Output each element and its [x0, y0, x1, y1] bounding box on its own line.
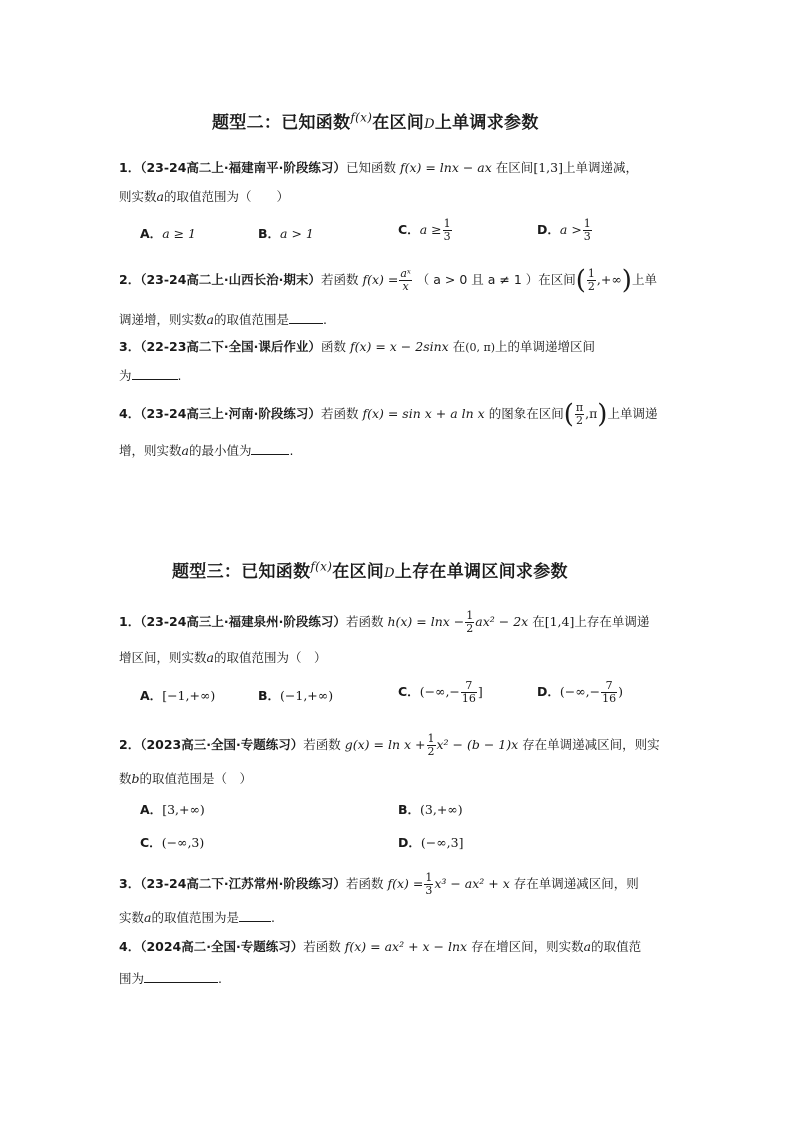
denominator: 2: [427, 745, 435, 758]
option-value: (3,+∞): [420, 802, 463, 817]
question-number: 4．: [119, 939, 141, 954]
s3-q3-line1: [119, 872, 639, 897]
s3-q1-line1: [119, 610, 649, 635]
denominator: 3: [443, 230, 451, 243]
variable: a: [583, 939, 592, 954]
option-label: A．: [140, 802, 163, 817]
option-label: D．: [398, 835, 421, 850]
answer-blank[interactable]: [251, 454, 289, 455]
question-text: 若函数: [345, 876, 384, 891]
option-label: B．: [258, 226, 281, 241]
denominator: 3: [425, 884, 433, 897]
s3-q2-option-b[interactable]: [398, 800, 463, 818]
option-value: ]: [477, 684, 483, 699]
bracket-left: (: [563, 399, 574, 430]
question-text: 若函数: [303, 939, 341, 954]
denominator: 2: [466, 622, 474, 635]
denominator: x: [402, 280, 409, 293]
question-number: 1．: [119, 614, 141, 629]
s2-q1-line2: [119, 187, 289, 207]
question-text: 的取值范围是: [213, 312, 289, 327]
numerator: 1: [425, 871, 433, 884]
s2-q1-option-b[interactable]: [258, 224, 314, 242]
question-text: 增区间，则实数: [119, 650, 207, 665]
option-label: D．: [537, 222, 560, 237]
option-value: (−∞,−: [419, 684, 460, 699]
interval-rest: ,+∞: [596, 272, 622, 287]
question-text: 为: [119, 368, 132, 383]
question-text: 实数: [119, 910, 145, 925]
title-prefix: 题型二：已知函数: [212, 113, 351, 133]
s3-q4-line1: [119, 937, 641, 957]
denominator: 2: [587, 280, 595, 293]
option-value: a ≥ 1: [162, 226, 197, 241]
s2-q1-option-c[interactable]: [398, 218, 453, 243]
fraction: [601, 680, 617, 705]
function-expression: f(x) = x − 2sinx: [349, 339, 449, 354]
variable: a: [206, 650, 214, 665]
denominator: 16: [602, 692, 617, 705]
s2-q3-line1: [119, 337, 595, 358]
s2-q1-option-a[interactable]: [140, 224, 196, 242]
option-label: A．: [140, 688, 163, 703]
s2-q1-line1: [119, 158, 638, 178]
option-label: B．: [398, 802, 421, 817]
question-text: 存在增区间，则实数: [471, 939, 584, 954]
title-middle: 在区间: [372, 113, 425, 133]
s3-q2-line1: [119, 733, 660, 758]
numerator: 1: [427, 732, 435, 745]
numerator: π: [575, 401, 584, 414]
question-text: 在: [532, 614, 545, 629]
s3-q2-option-a[interactable]: [140, 800, 205, 818]
question-source: （23-24高二上·福建南平·阶段练习）: [140, 160, 346, 175]
fraction: [583, 218, 592, 243]
question-text: 上存在单调递: [574, 614, 650, 629]
question-text: 围为: [119, 971, 145, 986]
fraction: [587, 268, 596, 293]
option-value: (−∞,−: [559, 684, 601, 699]
numerator: 1: [466, 609, 474, 622]
option-label: C．: [140, 835, 162, 850]
question-text: 的取值范: [591, 939, 642, 954]
function-expression: h(x) = lnx −: [387, 614, 465, 629]
s3-q3-line2: 实数a的取值范围为是 .: [119, 910, 275, 925]
denominator: 3: [583, 230, 591, 243]
s2-q2-line1: [119, 265, 657, 296]
question-text: 增，则实数: [119, 443, 182, 458]
function-expression: f(x) = ax² + x − lnx: [344, 939, 468, 954]
title-interval-symbol: D: [384, 566, 395, 581]
option-label: D．: [537, 684, 560, 699]
title-suffix: 上存在单调区间求参数: [394, 562, 568, 582]
condition: （ a > 0 且 a ≠ 1 ）: [416, 272, 539, 287]
question-source: （23-24高二上·山西长治·期末）: [140, 272, 321, 287]
question-text: 的取值范围为（ ）: [163, 189, 289, 204]
function-expression: x³ − ax² + x: [434, 876, 510, 891]
question-text: 在: [452, 339, 466, 354]
option-value: (−∞,3): [161, 835, 205, 850]
question-text: 的图象在区间: [488, 406, 564, 421]
s2-q1-option-d[interactable]: [537, 218, 593, 243]
option-value: [−1,+∞): [162, 688, 216, 703]
section2-title: [212, 108, 539, 133]
variable: a: [156, 189, 164, 204]
question-text: 上单调递: [607, 406, 658, 421]
option-value: a >: [559, 222, 582, 237]
s2-q4-line1: [119, 399, 658, 430]
section3-title: [172, 557, 568, 582]
question-source: （23-24高三上·河南·阶段练习）: [140, 406, 321, 421]
s3-q1-option-a[interactable]: [140, 686, 215, 704]
question-text: 上的单调递增区间: [495, 339, 596, 354]
option-value: (−∞,3]: [420, 835, 464, 850]
option-value: ): [618, 684, 623, 699]
question-text: 存在单调递减区间，则实: [522, 737, 660, 752]
fraction: [461, 680, 477, 705]
s3-q2-line2: [119, 769, 252, 789]
fraction: [424, 872, 433, 897]
question-text: 的取值范围为（ ）: [213, 650, 327, 665]
title-prefix: 题型三：已知函数: [172, 562, 311, 582]
question-text: 若函数: [345, 614, 384, 629]
function-expression: f(x) =: [387, 876, 424, 891]
function-expression: x² − (b − 1)x: [436, 737, 519, 752]
fraction: [575, 402, 584, 427]
question-text: 数: [119, 771, 132, 786]
title-function: f(x): [350, 110, 373, 125]
question-text: 调递增，则实数: [119, 312, 207, 327]
question-text: 在区间: [495, 160, 534, 175]
numerator: 7: [461, 680, 477, 693]
question-number: 3．: [119, 876, 141, 891]
s3-q4-line2: 围为 .: [119, 971, 222, 986]
question-text: 上单调递减，: [562, 160, 638, 175]
function-expression: ax² − 2x: [475, 614, 529, 629]
question-number: 4．: [119, 406, 141, 421]
question-number: 2．: [119, 737, 141, 752]
interval: (0, π): [465, 341, 496, 354]
question-text: 的最小值为: [188, 443, 252, 458]
function-expression: f(x) =: [362, 272, 399, 287]
s2-q2-line2: 调递增，则实数a的取值范围是 .: [119, 312, 327, 327]
s3-q2-option-c[interactable]: [140, 833, 204, 851]
title-middle: 在区间: [332, 562, 385, 582]
question-number: 1．: [119, 160, 141, 175]
interval: [1,4]: [544, 614, 575, 629]
s2-q4-line2: 增，则实数a的最小值为 .: [119, 443, 294, 458]
question-text: 的取值范围是（ ）: [139, 771, 253, 786]
question-source: （2023高三·全国·专题练习）: [140, 737, 304, 752]
question-source: （23-24高二下·江苏常州·阶段练习）: [140, 876, 346, 891]
numerator: 1: [443, 217, 451, 230]
question-text: 函数: [320, 339, 346, 354]
s3-q1-option-d[interactable]: [537, 680, 623, 705]
question-text: 若函数: [320, 272, 359, 287]
fraction: [427, 733, 436, 758]
answer-blank[interactable]: [132, 379, 178, 380]
answer-blank[interactable]: [144, 982, 218, 983]
interval: [1,3]: [533, 160, 563, 175]
question-number: 3．: [119, 339, 141, 354]
option-value: (−1,+∞): [280, 688, 334, 703]
fraction: [399, 268, 411, 293]
numerator: 1: [583, 217, 591, 230]
denominator: 16: [461, 692, 476, 705]
question-text: 若函数: [303, 737, 341, 752]
bracket-left: (: [575, 265, 586, 296]
question-source: （23-24高三上·福建泉州·阶段练习）: [140, 614, 346, 629]
variable: a: [181, 443, 189, 458]
question-source: （2024高二·全国·专题练习）: [140, 939, 304, 954]
s3-q1-option-c[interactable]: [398, 680, 483, 705]
option-value: [3,+∞): [162, 802, 205, 817]
question-number: 2．: [119, 272, 141, 287]
option-label: C．: [398, 222, 420, 237]
fraction: [443, 218, 452, 243]
option-value: a ≥: [419, 222, 442, 237]
function-expression: f(x) = lnx − ax: [399, 160, 492, 175]
question-text: 则实数: [119, 189, 157, 204]
denominator: 2: [575, 414, 583, 427]
question-text: 存在单调递减区间，则: [513, 876, 639, 891]
bracket-right: ): [597, 399, 608, 430]
numerator: aˣ: [400, 267, 411, 280]
question-text: 的取值范围为是: [151, 910, 239, 925]
fraction: [465, 610, 474, 635]
s3-q1-line2: [119, 648, 326, 668]
title-interval-symbol: D: [424, 117, 435, 132]
title-function: f(x): [310, 559, 333, 574]
option-value: a > 1: [280, 226, 314, 241]
answer-blank[interactable]: [239, 921, 271, 922]
function-expression: g(x) = ln x +: [344, 737, 426, 752]
option-label: B．: [258, 688, 281, 703]
numerator: 1: [587, 267, 595, 280]
numerator: 7: [601, 680, 617, 693]
question-text: 上单: [631, 272, 657, 287]
interval-rest: ,π: [585, 406, 598, 421]
title-suffix: 上单调求参数: [434, 113, 539, 133]
option-label: A．: [140, 226, 163, 241]
variable: a: [144, 910, 152, 925]
bracket-right: ): [621, 265, 632, 296]
question-text: 在区间: [538, 272, 576, 287]
question-text: 若函数: [320, 406, 359, 421]
answer-blank[interactable]: [289, 323, 323, 324]
variable: b: [131, 771, 140, 786]
s3-q2-option-d[interactable]: [398, 833, 463, 851]
question-text: 已知函数: [345, 160, 396, 175]
function-expression: f(x) = sin x + a ln x: [362, 406, 485, 421]
question-source: （22-23高二下·全国·课后作业）: [140, 339, 321, 354]
s3-q1-option-b[interactable]: [258, 686, 333, 704]
s2-q3-line2: 为 .: [119, 368, 182, 383]
option-label: C．: [398, 684, 420, 699]
variable: a: [206, 312, 214, 327]
